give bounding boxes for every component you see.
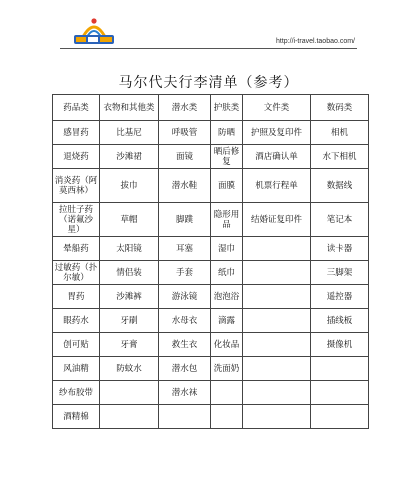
table-cell: 隐形用品	[211, 203, 243, 237]
table-cell: 酒精棉	[53, 405, 100, 429]
table-cell: 潜水袜	[159, 381, 211, 405]
table-cell: 游泳镜	[159, 285, 211, 309]
column-header: 衣物和其他类	[100, 95, 159, 121]
table-row	[53, 381, 369, 405]
table-cell: 比基尼	[100, 121, 159, 145]
table-cell	[243, 261, 311, 285]
table-cell: 潜水鞋	[159, 169, 211, 203]
table-cell: 湿巾	[211, 237, 243, 261]
table-cell	[243, 381, 311, 405]
table-cell	[211, 381, 243, 405]
column-header: 文件类	[243, 95, 311, 121]
table-row	[53, 145, 369, 169]
table-cell: 洗面奶	[211, 357, 243, 381]
table-cell	[243, 405, 311, 429]
table-cell: 胃药	[53, 285, 100, 309]
table-cell: 纱布胶带	[53, 381, 100, 405]
table-cell: 救生衣	[159, 333, 211, 357]
table-cell	[243, 237, 311, 261]
table-cell: 眼药水	[53, 309, 100, 333]
table-row	[53, 203, 369, 237]
page-title: 马尔代夫行李清单（参考）	[118, 75, 299, 91]
header-divider	[60, 48, 357, 49]
table-row	[53, 405, 369, 429]
table-cell: 摄像机	[311, 333, 369, 357]
table-cell	[243, 285, 311, 309]
table-cell: 牙膏	[100, 333, 159, 357]
table-cell: 机票行程单	[243, 169, 311, 203]
table-row	[53, 261, 369, 285]
table-cell: 草帽	[100, 203, 159, 237]
table-cell: 太阳镜	[100, 237, 159, 261]
table-row	[53, 357, 369, 381]
table-cell	[243, 333, 311, 357]
table-cell: 风油精	[53, 357, 100, 381]
table-row	[53, 121, 369, 145]
table-cell: 防晒	[211, 121, 243, 145]
site-url[interactable]: http://i-travel.taobao.com/	[276, 38, 355, 45]
table-cell: 遥控器	[311, 285, 369, 309]
table-cell	[159, 405, 211, 429]
table-cell: 消炎药（阿莫西林）	[53, 169, 100, 203]
table-cell: 插线板	[311, 309, 369, 333]
table-cell: 三脚架	[311, 261, 369, 285]
table-cell	[243, 357, 311, 381]
table-cell	[100, 405, 159, 429]
column-header: 护肤类	[211, 95, 243, 121]
table-cell: 护照及复印件	[243, 121, 311, 145]
table-cell: 耳塞	[159, 237, 211, 261]
table-cell: 情侣装	[100, 261, 159, 285]
table-cell: 拉肚子药（诺氟沙星）	[53, 203, 100, 237]
table-cell: 水母衣	[159, 309, 211, 333]
table-cell: 退烧药	[53, 145, 100, 169]
table-row	[53, 309, 369, 333]
table-cell: 纸巾	[211, 261, 243, 285]
table-cell: 水下相机	[311, 145, 369, 169]
table-cell: 相机	[311, 121, 369, 145]
column-header: 数码类	[311, 95, 369, 121]
table-row	[53, 285, 369, 309]
site-logo	[60, 13, 128, 47]
table-cell	[311, 381, 369, 405]
table-cell	[243, 309, 311, 333]
site-logo-graphic	[60, 13, 128, 47]
table-cell: 防蚊水	[100, 357, 159, 381]
table-header-row	[53, 95, 369, 121]
table-cell: 呼吸管	[159, 121, 211, 145]
table-cell: 沙滩裤	[100, 285, 159, 309]
table-cell: 面膜	[211, 169, 243, 203]
column-header: 药品类	[53, 95, 100, 121]
table-cell: 数据线	[311, 169, 369, 203]
table-cell: 创可贴	[53, 333, 100, 357]
table-cell: 拔巾	[100, 169, 159, 203]
table-cell	[311, 357, 369, 381]
table-row	[53, 333, 369, 357]
table-cell: 读卡器	[311, 237, 369, 261]
table-cell: 结婚证复印件	[243, 203, 311, 237]
packing-list-table	[52, 94, 369, 429]
table-cell: 晕船药	[53, 237, 100, 261]
table-cell: 化妆品	[211, 333, 243, 357]
table-row	[53, 237, 369, 261]
table-cell	[211, 405, 243, 429]
table-cell	[100, 381, 159, 405]
table-cell: 牙刷	[100, 309, 159, 333]
table-cell	[311, 405, 369, 429]
table-cell: 笔记本	[311, 203, 369, 237]
table-cell: 手套	[159, 261, 211, 285]
table-cell: 晒后修复	[211, 145, 243, 169]
table-cell: 感冒药	[53, 121, 100, 145]
table-cell: 沙滩裙	[100, 145, 159, 169]
table-cell: 潜水包	[159, 357, 211, 381]
table-cell: 面镜	[159, 145, 211, 169]
table-cell: 酒店确认单	[243, 145, 311, 169]
column-header: 潜水类	[159, 95, 211, 121]
table-cell: 脚蹼	[159, 203, 211, 237]
table-cell: 过敏药（扑尔敏）	[53, 261, 100, 285]
table-cell: 滴露	[211, 309, 243, 333]
table-row	[53, 169, 369, 203]
table-cell: 泡泡浴	[211, 285, 243, 309]
